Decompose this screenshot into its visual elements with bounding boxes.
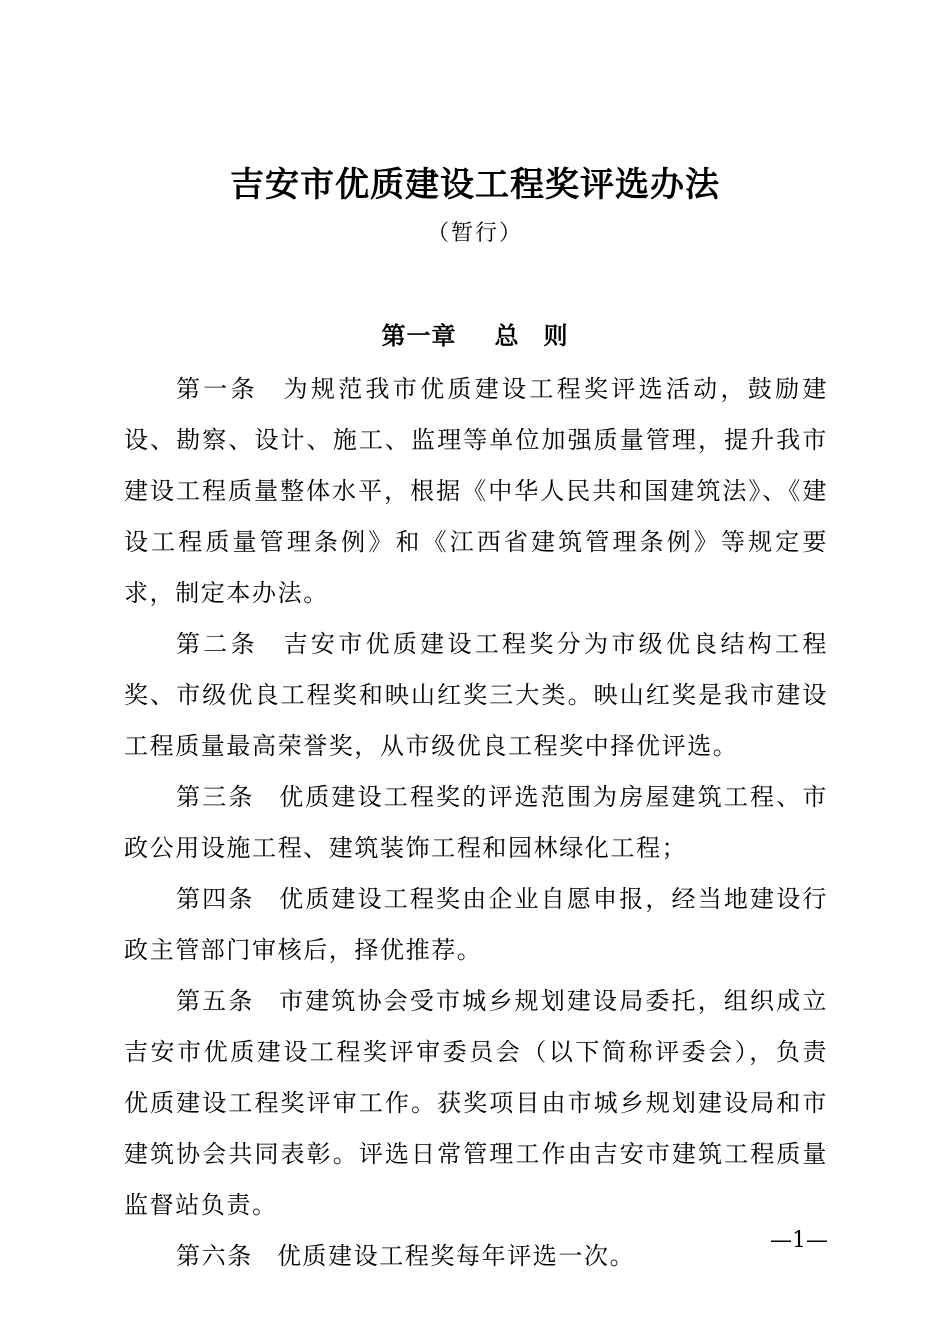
article-5	[124, 976, 828, 1231]
article-label: 第六条	[176, 1242, 253, 1270]
article-2	[124, 619, 828, 772]
article-3	[124, 772, 828, 874]
article-text: 市建筑协会受市城乡规划建设局委托，组织成立吉安市优质建设工程奖评审委员会（以下简称评委会），负责优质建设工程奖评审工作。获奖项目由市城乡规划建设局和市建筑协会共同表彰。评选日常管理工作由吉安市建筑工程质量监督站负责。	[124, 987, 828, 1219]
document-body	[124, 364, 828, 1282]
article-text: 为规范我市优质建设工程奖评选活动，鼓励建设、勘察、设计、施工、监理等单位加强质量管理，提升我市建设工程质量整体水平，根据《中华人民共和国建筑法》、《建设工程质量管理条例》和《江西省建筑管理条例》等规定要求，制定本办法。	[124, 375, 828, 607]
article-text: 吉安市优质建设工程奖分为市级优良结构工程奖、市级优良工程奖和映山红奖三大类。映山红奖是我市建设工程质量最高荣誉奖，从市级优良工程奖中择优评选。	[124, 630, 828, 760]
document-subtitle: （暂行）	[426, 221, 523, 246]
article-6	[124, 1231, 828, 1282]
article-label: 第五条	[176, 987, 255, 1015]
article-label: 第二条	[176, 630, 258, 658]
document-title: 吉安市优质建设工程奖评选办法	[230, 165, 720, 205]
chapter-name-part2: 则	[543, 321, 569, 350]
article-4	[124, 874, 828, 976]
article-text: 优质建设工程奖由企业自愿申报，经当地建设行政主管部门审核后，择优推荐。	[124, 885, 828, 964]
article-label: 第三条	[176, 783, 255, 811]
article-text: 优质建设工程奖的评选范围为房屋建筑工程、市政公用设施工程、建筑装饰工程和园林绿化工程；	[124, 783, 828, 862]
chapter-name-part1: 总	[494, 321, 520, 350]
chapter-heading	[0, 316, 950, 356]
article-1	[124, 364, 828, 619]
article-label: 第四条	[176, 885, 255, 913]
page-number: —1—	[770, 1228, 828, 1253]
article-text: 优质建设工程奖每年评选一次。	[276, 1242, 636, 1270]
chapter-number: 第一章	[381, 321, 457, 350]
article-label: 第一条	[176, 375, 258, 403]
